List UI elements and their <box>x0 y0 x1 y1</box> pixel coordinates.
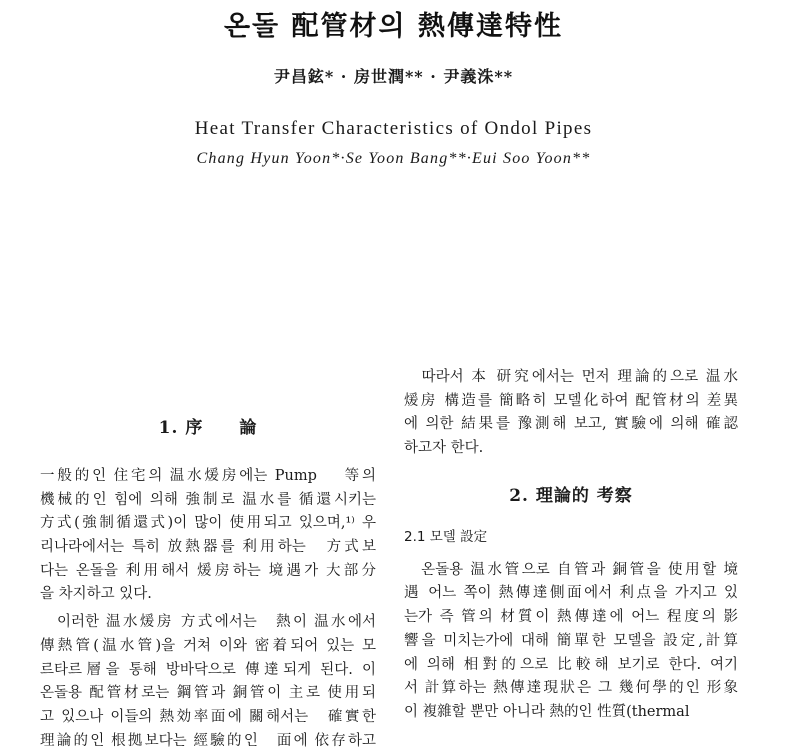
text-line: 理論的인 根拠보다는 經驗的인 面에 依存하고 <box>40 732 376 749</box>
text-line: 온돌용 温水管으로 自管과 銅管을 使用할 境 <box>404 561 738 578</box>
section-heading-theory: 2. 理論的 考察 <box>509 485 633 506</box>
intro-paragraph-2 <box>40 611 376 753</box>
text-line: 一般的인 住宅의 温水煖房에는 Pump 等의 <box>40 468 376 484</box>
text-line: 하고자 한다. <box>404 440 484 457</box>
text-line: 에 의한 結果를 豫測해 보고, 實驗에 의해 確認 <box>404 416 738 433</box>
text-line: 온돌용 配管材로는 鋼管과 銅管이 主로 使用되 <box>40 685 376 702</box>
text-line: 는가 즉 管의 材質이 熱傳達에 어느 程度의 影 <box>404 609 738 626</box>
subsection-heading-model: 2.1 모델 設定 <box>404 528 488 545</box>
text-line: 고 있으나 이들의 熱効率面에 關해서는 確實한 <box>40 708 376 725</box>
text-line: 에 의해 相對的으로 比較해 보기로 한다. 여기 <box>404 656 738 673</box>
text-line: 따라서 本 研究에서는 먼저 理論的으로 温水 <box>404 369 738 385</box>
text-line: 響을 미치는가에 대해 簡單한 모델을 設定,計算 <box>404 632 738 649</box>
text-line: 機械的인 힘에 의해 強制로 温水를 循還시키는 <box>40 491 376 508</box>
text-line: 方式(強制循還式)이 많이 使用되고 있으며,¹⁾ 우 <box>40 515 376 532</box>
text-line: 다는 온돌을 利用해서 煖房하는 境遇가 大部分 <box>40 562 376 579</box>
authors-korean: 尹昌鉉* · 房世潤** · 尹義洙** <box>273 67 514 86</box>
text-line: 리나라에서는 특히 放熱器를 利用하는 方式보 <box>40 539 376 556</box>
intro-paragraph-1 <box>40 465 376 607</box>
paper-title-english: Heat Transfer Characteristics of Ondol Pipes <box>194 118 593 139</box>
text-line: 煖房 構造를 簡略히 모델化하여 配管材의 差異 <box>404 392 738 409</box>
theory-paragraph-1 <box>404 559 738 725</box>
text-line: 이러한 温水煖房 方式에서는 熱이 温水에서 <box>40 614 376 631</box>
right-column <box>404 366 738 725</box>
text-line: 을 차지하고 있다. <box>40 586 152 603</box>
text-line: 르타르層을 통해 방바닥으로 傳達되게 된다. 이 <box>40 661 376 678</box>
authors-english: Chang Hyun Yoon*·Se Yoon Bang**·Eui Soo Yoon** <box>196 150 591 167</box>
text-line: 서 計算하는 熱傳達現狀은 그 幾何學的인 形象 <box>404 680 738 697</box>
left-column <box>40 411 376 753</box>
paper-title-korean: 온돌 配管材의 熱傳達特性 <box>223 11 564 42</box>
text-line: 遇 어느 쪽이 熱傳達側面에서 利点을 가지고 있 <box>404 585 738 602</box>
text-line: 이 複雜할 뿐만 아니라 熱的인 性質(thermal <box>404 703 690 720</box>
text-line: 傳熱管(温水管)을 거쳐 이와 密着되어 있는 모 <box>40 637 376 654</box>
section-heading-introduction: 1. 序 論 <box>158 418 258 438</box>
intro-paragraph-3 <box>404 366 738 461</box>
